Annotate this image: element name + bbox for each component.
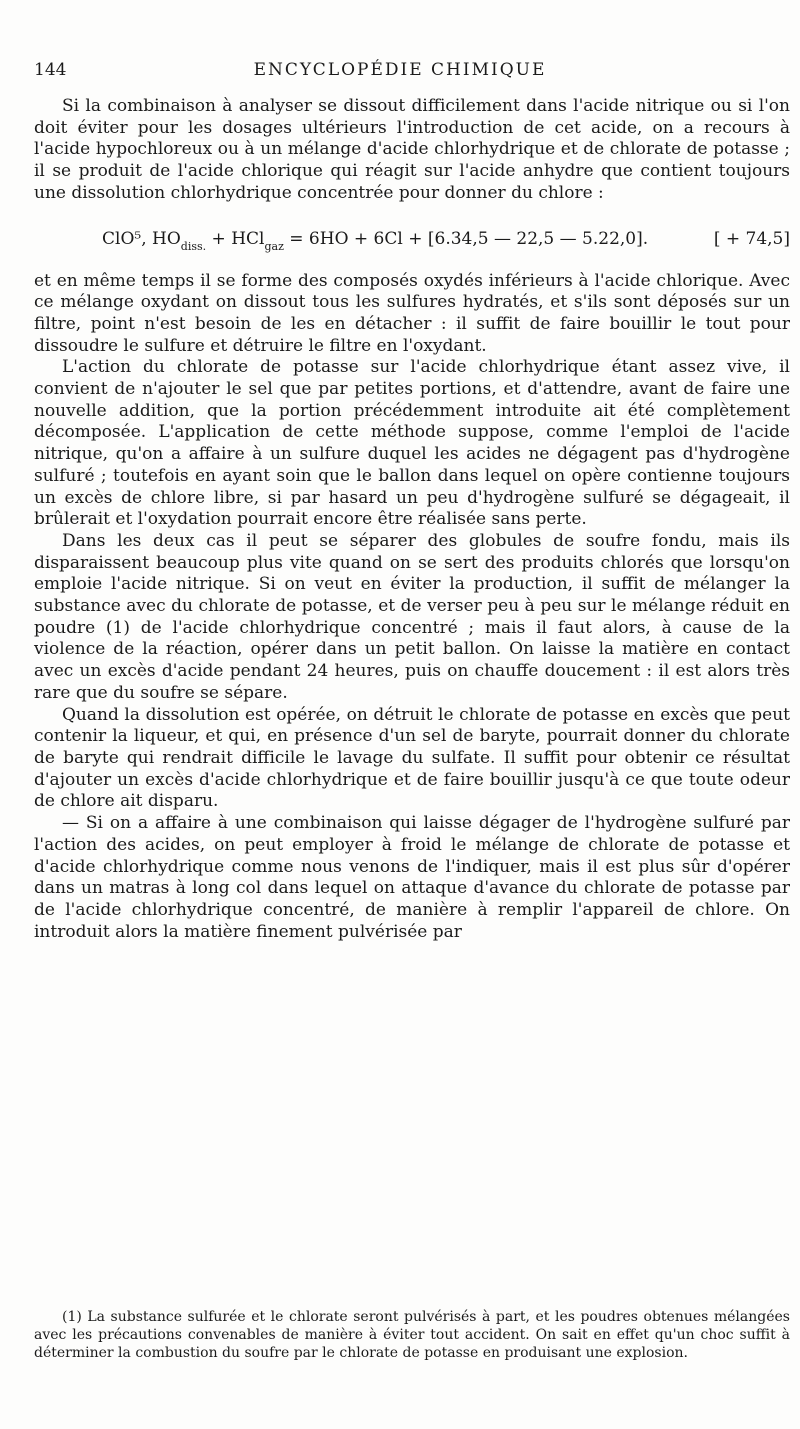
equation-lhs-part1: ClO⁵, HO: [102, 228, 181, 249]
header-title: ENCYCLOPÉDIE CHIMIQUE: [253, 60, 547, 80]
paragraph-intro: Si la combinaison à analyser se dissout difficilement dans l'acide nitrique ou si l'on doit éviter pour les dosages ultérieurs l'introduction de cet acide, on a recours à l'acide hypochloreux ou à un mélange d'acide chlorhydrique et de chlorate de potasse ; il se produit de l'acide chlorique qui réagit sur l'acide anhydre que contient toujours une dissolution chlorhydrique concentrée pour donner du chlore :: [34, 96, 790, 203]
equation-heat-value: [ + 74,5]: [713, 228, 790, 249]
equation-lhs-subscript1: diss.: [180, 239, 207, 253]
chemical-equation: [34, 217, 790, 263]
footnote: [34, 1308, 790, 1362]
paragraph-hydrogen-sulfide: — Si on a affaire à une combinaison qui laisse dégager de l'hydrogène sulfuré par l'action des acides, on peut employer à froid le mélange de chlorate de potasse et d'acide chlorhydrique comme nous venons de l'indiquer, mais il est plus sûr d'opérer dans un matras à long col dans lequel on attaque d'avance du chlorate de potasse par de l'acide chlorhydrique concentré, de manière à remplir l'appareil de chlore. On introduit alors la matière finement pulvérisée par: [34, 813, 790, 942]
paragraph-sulfur-globules: Dans les deux cas il peut se séparer des globules de soufre fondu, mais ils disparaissent beaucoup plus vite quand on se sert des produits chlorés que lorsqu'on emploie l'acide nitrique. Si on veut en éviter la production, il suffit de mélanger la substance avec du chlorate de potasse, et de verser peu à peu sur le mélange réduit en poudre (1) de l'acide chlorhydrique concentré ; mais il faut alors, à cause de la violence de la réaction, opérer dans un petit ballon. On laisse la matière en contact avec un excès d'acide pendant 24 heures, puis on chauffe doucement : il est alors très rare que du soufre se sépare.: [34, 530, 790, 703]
body-text: [34, 96, 790, 943]
equation-lhs-subscript2: gaz: [264, 239, 284, 253]
paragraph-dissolution: Quand la dissolution est opérée, on détruit le chlorate de potasse en excès que peut contenir la liqueur, et qui, en présence d'un sel de baryte, pourrait donner du chlorate de baryte qui rendrait difficile le lavage du sulfate. Il suffit pour obtenir ce résultat d'ajouter un excès d'acide chlorhydrique et de faire bouillir jusqu'à ce que toute odeur de chlore ait disparu.: [34, 704, 790, 812]
running-head: [34, 60, 766, 84]
equation-expression: [102, 229, 648, 258]
page-number: 144: [34, 60, 67, 80]
footnote-text: (1) La substance sulfurée et le chlorate seront pulvérisés à part, et les poudres obtenues mélangées avec les précautions convenables de manière à éviter tout accident. On sait en effet qu'un choc suffit à déterminer la combustion du soufre par le chlorate de potasse en produisant une explosion.: [34, 1309, 790, 1361]
equation-lhs-part2: + HCl: [206, 228, 265, 249]
paragraph-continuation: et en même temps il se forme des composés oxydés inférieurs à l'acide chlorique. Avec ce mélange oxydant on dissout tous les sulfures hydratés, et s'ils sont déposés sur un filtre, point n'est besoin de les en détacher : il suffit de faire bouillir le tout pour dissoudre le sulfure et détruire le filtre en l'oxydant.: [34, 270, 790, 356]
paragraph-chlorate-action: L'action du chlorate de potasse sur l'acide chlorhydrique étant assez vive, il convient de n'ajouter le sel que par petites portions, et d'attendre, avant de faire une nouvelle addition, que la portion précédemment introduite ait été complètement décomposée. L'application de cette méthode suppose, comme l'emploi de l'acide nitrique, qu'on a affaire à un sulfure duquel les acides ne dégagent pas d'hydrogène sulfuré ; toutefois en ayant soin que le ballon dans lequel on opère contienne toujours un excès de chlore libre, si par hasard un peu d'hydrogène sulfuré se dégageait, il brûlerait et l'oxydation pourrait encore être réalisée sans perte.: [34, 357, 790, 530]
equation-rhs: = 6HO + 6Cl + [6.34,5 — 22,5 — 5.22,0].: [283, 228, 649, 249]
